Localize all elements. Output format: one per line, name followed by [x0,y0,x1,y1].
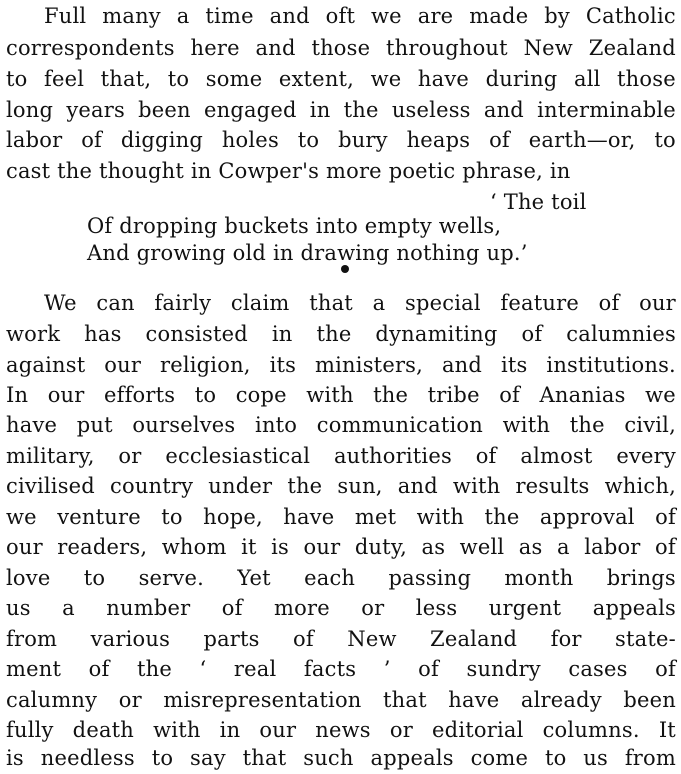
text-line: love to serve. Yet each passing month brings [6,566,676,590]
text-line: fully death with in our news or editorial columns. It [6,718,676,742]
verse-line: Of dropping buckets into empty wells, [87,214,502,238]
text-line: correspondents here and those throughout New Zealand [6,36,676,60]
text-line: us a number of more or less urgent appeals [6,596,676,620]
text-line: labor of digging holes to bury heaps of earth—or, to [6,128,676,152]
text-line: from various parts of New Zealand for state- [6,627,676,651]
text-line: civilised country under the sun, and with results which, [6,474,676,498]
text-line: work has consisted in the dynamiting of calumnies [6,322,676,346]
text-line: ment of the ‘ real facts ’ of sundry cases of [6,657,676,681]
text-line: against our religion, its ministers, and its institutions. [6,353,676,377]
text-line: is needless to say that such appeals come to us from [6,746,676,770]
text-line: Full many a time and oft we are made by Catholic [44,4,676,28]
verse-line: And growing old in drawing nothing up.’ [87,241,528,265]
text-line: In our efforts to cope with the tribe of Ananias we [6,383,676,407]
text-line: have put ourselves into communication with the civil, [6,413,676,437]
text-line: to feel that, to some extent, we have during all those [6,67,676,91]
text-line: We can fairly claim that a special feature of our [44,291,676,315]
section-bullet [341,265,349,273]
text-line: cast the thought in Cowper's more poetic phrase, in [6,159,571,183]
text-line: military, or ecclesiastical authorities of almost every [6,444,676,468]
text-line: our readers, whom it is our duty, as well as a labor of [6,535,676,559]
text-line: calumny or misrepresentation that have already been [6,688,676,712]
text-line: we venture to hope, have met with the approval of [6,505,676,529]
text-line: long years been engaged in the useless and interminable [6,98,676,122]
verse-line: ‘ The toil [490,190,587,214]
